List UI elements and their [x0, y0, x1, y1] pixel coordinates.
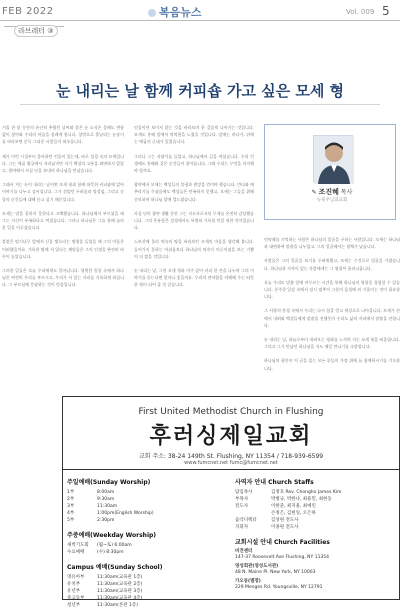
schedule-time: 1:00pm(English Worship) — [97, 511, 154, 516]
schedule-label: 영유아부 — [67, 575, 85, 580]
schedule-row — [67, 542, 223, 549]
staff-names: 이한준, 최지용, 최예린 — [271, 504, 316, 509]
schedule-row — [67, 602, 223, 609]
facility-name: 영성회관(영성도서관) — [235, 563, 279, 569]
schedule-label: 중고등부 — [67, 596, 85, 601]
schedule-label: 5부 — [67, 518, 75, 523]
schedule-time: 11:30am(본관 1층) — [97, 603, 138, 608]
staff-role — [235, 510, 271, 517]
pen-icon: ✎ — [311, 189, 319, 196]
facility-item — [235, 549, 395, 562]
schedule-time: 11:30am(교육관 3층) — [97, 589, 143, 594]
staff-row — [235, 510, 395, 517]
logo-icon — [148, 9, 156, 17]
section-label: 라브레터 ③ — [14, 25, 58, 37]
article-column-1 — [2, 124, 124, 296]
schedule-label: 유년부 — [67, 589, 81, 594]
schedule-time: 11:30am — [97, 504, 118, 509]
schedule-time: 8:00am — [97, 490, 115, 495]
staff-row — [235, 517, 395, 524]
staff-row — [235, 496, 395, 503]
author-name: 조진혜 — [318, 188, 339, 196]
column-3-body — [264, 236, 400, 379]
staff-row — [235, 489, 395, 496]
schedule-row — [67, 496, 223, 503]
schedule-label: 1부 — [67, 490, 75, 495]
staff-names: 박병규, 박한나, 최용민, 최현동 — [271, 497, 332, 502]
paragraph: 눈 내리는 날, 하늘로부터 내려오는 평화를 느끼며 저는 모세 형을 떠올립니다. 그리고 그가 만났던 하나님을 저도 매일 만나기를 소망합니다. — [264, 337, 400, 350]
staff-names: 김정호 Rev. Chongho James Kim — [271, 490, 342, 495]
schedule-time: 11:30am(교육관 4층) — [97, 596, 143, 601]
facility-name: 비전센터 — [235, 549, 253, 554]
volume-number: Vol. 009 — [346, 8, 375, 16]
paragraph: 그러나 그는 지팡이를 들었고, 하나님께서 길을 여셨습니다. 우리 인생에도 홍해와 같은 순간들이 찾아옵니다. 그때 우리는 무엇을 의지해야 할까요. — [134, 153, 254, 174]
staff-role: 전도사 — [235, 504, 249, 509]
schedule-row — [67, 588, 223, 595]
facilities-heading: 교회시설 안내 Church Facilities — [235, 539, 330, 546]
header-divider — [0, 20, 400, 21]
schedule-row — [67, 595, 223, 602]
paragraph: 느보산에 올라 약속의 땅을 바라보던 모세의 마음을 생각해 봅니다. 들어가지 못하는 아쉬움보다 하나님의 약속이 이루어짐을 보는 기쁨이 더 컸을 것입니다. — [134, 239, 254, 259]
staff-role: 부목사 — [235, 497, 249, 502]
headline-divider — [20, 104, 380, 105]
schedule-label: 새벽기도회 — [67, 543, 89, 548]
facility-item — [235, 564, 395, 577]
paragraph: 사람들은 그의 얼굴을 보기를 두려워했고, 모세는 수건으로 얼굴을 가렸습니다. 하나님과 가까이 있는 사람에게는 그 영광이 흘러나옵니다. — [264, 258, 400, 271]
paragraph: 제가 어린 시절부터 좋아하던 인물이 있는데, 바로 성경 속의 모세입니다. 그는 애굽 왕궁에서 자라났지만 자기 백성의 고통을 외면하지 않았고, 광야에서 사십 년을 보내며 하나님을 만났습니다. — [2, 153, 124, 174]
paragraph: 언약궤를 기억하는 사람은 하나님의 얼굴을 구하는 사람입니다. 모세는 하나님과 대면하여 말씀을 나누었고, 그의 얼굴에서는 광채가 났습니다. — [264, 237, 400, 250]
schedule-time: (월~토) 6:00am — [97, 543, 132, 548]
staff-role: 음악디렉터 — [235, 518, 257, 523]
church-korean-name: 후러싱제일교회 — [149, 424, 313, 449]
schedule-time: 9:30am — [97, 497, 115, 502]
ad-divider — [63, 469, 399, 470]
staff-names: 이종원 전도사 — [271, 525, 299, 530]
schedule-row — [67, 510, 223, 517]
staff-row — [235, 503, 395, 510]
schedule-label: 3부 — [67, 504, 75, 509]
schedule-label: 2부 — [67, 497, 75, 502]
article-headline: 눈 내리는 날 함께 커피숍 가고 싶은 모세 형 — [55, 82, 345, 100]
schedule-label: 유치부 — [67, 582, 81, 587]
facility-address: 229 Menges Rd. Youngsville, NY 12791 — [235, 585, 323, 591]
schedule-label: 수요예배 — [67, 550, 85, 555]
schedule-time: 11:30am(교육관 1층) — [97, 575, 143, 580]
staff-names: 김성원 전도사 — [271, 518, 299, 523]
facility-item — [235, 579, 395, 592]
author-church: 뉴욕주님의교회 — [316, 198, 348, 203]
church-advertisement — [62, 396, 400, 608]
campus-worship-heading: Campus 예배(Sunday School) — [67, 564, 163, 571]
church-info — [235, 477, 395, 593]
schedule-time: (수) 8:30pm — [97, 550, 124, 555]
paragraph: 오늘 우리도 말씀 앞에 머무르는 시간을 통해 하나님의 영광을 경험할 수 있습니다. 분주한 일상 속에서 잠시 멈추어 그분의 음성에 귀 기울이는 것이 필요합니다. — [264, 279, 400, 300]
staff-names: 손정은, 김현일, 오은하 — [271, 511, 316, 516]
paragraph: 사십 년의 광야 생활 동안 그는 지도자로서의 무게를 온전히 감당했습니다. 그의 온유함은 성경에서도 특별히 기록될 만큼 귀한 것이었습니다. — [134, 210, 254, 231]
paragraph: 불붙은 떨기나무 앞에서 신을 벗으라는 명령을 들었을 때 그의 마음은 어떠했을까요. 거룩한 땅에 서 있다는 깨달음은 그의 인생을 완전히 바꾸어 놓았습니다. — [2, 239, 124, 259]
paragraph: 그 사랑의 풍경 속에서 우리는 다시 힘을 얻고 세상으로 나아갑니다. 모세가 산에서 내려와 백성들에게 말씀을 전했듯이 우리도 삶의 자리에서 말씀을 전합니다. — [264, 308, 400, 328]
sunday-worship-heading: 주일예배(Sunday Worship) — [67, 479, 151, 486]
author-title: 목사 — [340, 189, 353, 196]
church-address: 교회 주소: 38-24 149th St. Flushing, NY 11354 / 718-939-6599 — [138, 453, 324, 460]
schedule-row — [67, 517, 223, 524]
schedule-time: 11:30am(교육관 2층) — [97, 582, 143, 587]
schedule-label: 청년부 — [67, 603, 81, 608]
church-website: www.fumcnet.net fumc@fumcnet.net — [184, 460, 278, 466]
page-number: 5 — [382, 4, 390, 18]
paragraph: 하나님의 평안이 이 글을 읽는 모든 분들의 가정 위에 늘 함께하시기를 기도합니다. — [264, 358, 400, 371]
worship-schedule — [67, 477, 223, 609]
paragraph: 믿음이란 보이지 않는 것을 바라보며 한 걸음씩 나아가는 것입니다. 모세도 홍해 앞에서 막막함을 느꼈을 것입니다. 앞에는 바다가, 뒤에는 애굽의 군대가 있었습니다. — [134, 125, 254, 145]
schedule-row — [67, 581, 223, 588]
staff-role: 담임목사 — [235, 490, 253, 495]
staff-row — [235, 524, 395, 531]
schedule-row — [67, 574, 223, 581]
schedule-row — [67, 549, 223, 556]
staff-heading: 사역자 안내 Church Staffs — [235, 479, 314, 486]
paragraph: 모세는 말을 잘하지 못한다고 고백했습니다. 하나님께서 부르셨을 때 그는 자신이 부족하다고 여겼습니다. 그러나 하나님은 그를 통해 놀라운 일을 이루셨습니다. — [2, 210, 124, 231]
author-photo — [313, 135, 353, 183]
staff-role: 지휘자 — [235, 525, 249, 530]
portrait-icon — [314, 136, 354, 184]
paragraph: 그러한 일들은 오늘 우리에게도 일어납니다. 평범한 일상 속에서 하나님은 여전히 우리를 부르시고, 우리가 서 있는 자리를 거룩하게 하십니다. 그 부르심에 응답하는 것이 믿음입니다. — [2, 268, 124, 288]
schedule-row — [67, 503, 223, 510]
publication-title: 복음뉴스 — [159, 6, 202, 19]
schedule-label: 4부 — [67, 511, 75, 516]
paragraph: 눈 내리는 날, 그런 모세 형과 마주 앉아 커피 한 잔을 나누며 그의 이야기를 듣는다면 얼마나 좋을까요. 우리의 연약함을 이해해 주는 따뜻한 형이 되어 줄 것 같습니다. — [134, 268, 254, 288]
facility-address: 147-37 Roosevelt Ave Flushing, NY 11354 — [235, 555, 330, 561]
issue-date: FEB 2022 — [2, 6, 54, 17]
article-column-2 — [134, 124, 254, 296]
church-english-name: First United Methodist Church in Flushing — [138, 407, 324, 417]
facility-name: 가오동(별장) — [235, 578, 261, 584]
schedule-time: 2:30pm — [97, 518, 115, 523]
publication-name — [148, 4, 202, 20]
author-profile — [264, 124, 396, 220]
paragraph: 겨울 한 달 동안의 유난히 추웠던 날씨와 잦은 눈 소식은 올해도 변함없이 찾아와 우리의 마음을 설레게 합니다. 창밖으로 흩날리는 눈송이를 바라보면 문득 그리운 사람들이 떠오릅니다. — [2, 125, 124, 145]
page-header — [0, 0, 400, 46]
facility-address: 48 N. Maine Pl. New York, NY 10003 — [235, 570, 316, 576]
schedule-row — [67, 489, 223, 496]
weekday-worship-heading: 주중예배(Weekday Worship) — [67, 532, 157, 539]
paragraph: 광야에서 모세는 백성들의 불평과 원망을 견뎌야 했습니다. 만나와 메추라기를 주셨음에도 백성들은 만족하지 못했고, 모세는 그들을 위해 중보하며 하나님 앞에 엎드렸습니다. — [134, 182, 254, 202]
paragraph: 그래서 저는 눈이 내리는 날이면 모세 형과 함께 따뜻한 커피숍에 앉아 이야기를 나누고 싶어집니다. 그가 겪었던 두려움과 망설임, 그리고 순종의 순간들에 대해 듣고 싶기 때문입니다. — [2, 182, 124, 202]
author-name-line — [287, 187, 377, 197]
